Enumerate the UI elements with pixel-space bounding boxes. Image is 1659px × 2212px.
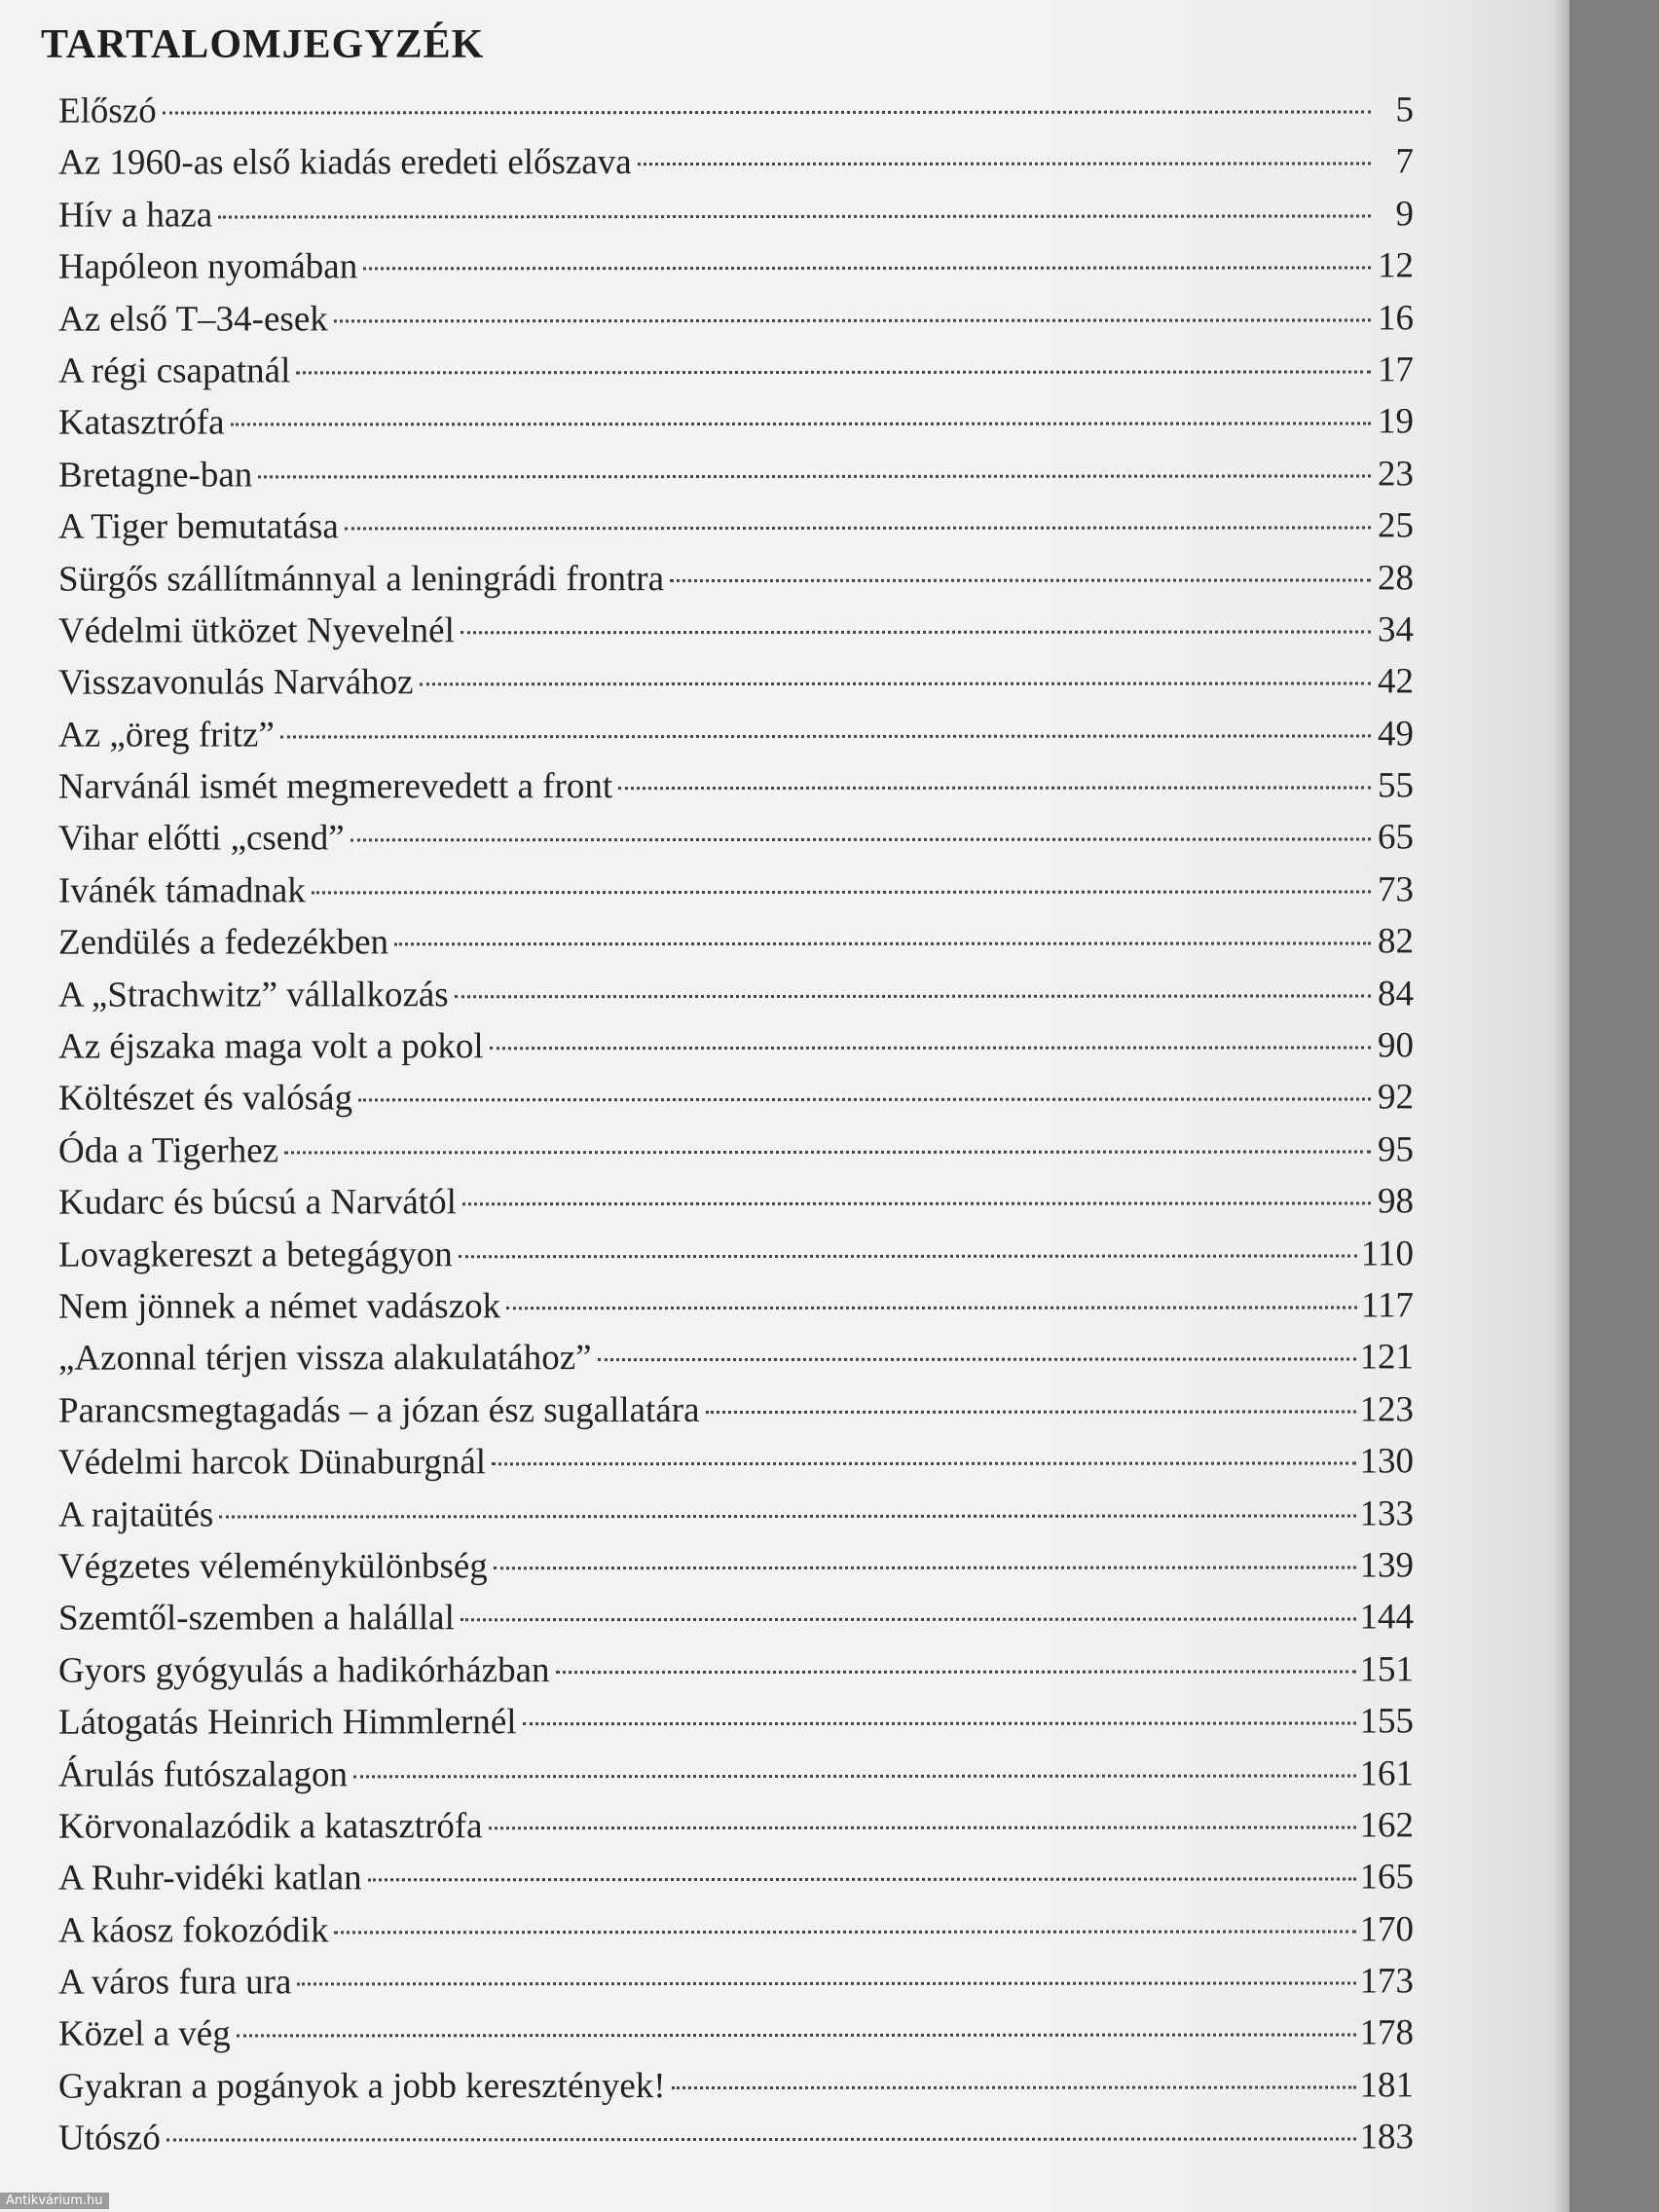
toc-entry-page-number: 151 [1359, 1649, 1415, 1690]
toc-entry-title: Katasztrófa [57, 402, 225, 443]
toc-entry-page-number: 34 [1377, 609, 1415, 650]
toc-entry-page-number: 183 [1359, 2117, 1415, 2157]
toc-entry-title: Az „öreg fritz” [57, 715, 275, 756]
toc-dot-leader [489, 1825, 1356, 1829]
toc-entry-page-number: 92 [1377, 1077, 1415, 1118]
toc-entry-page-number: 55 [1377, 765, 1415, 806]
toc-entry-page-number: 65 [1377, 817, 1415, 858]
toc-entry [58, 1284, 1414, 1338]
toc-entry [58, 1388, 1414, 1442]
toc-entry-title: Árulás futószalagon [57, 1753, 348, 1795]
toc-dot-leader [368, 1878, 1356, 1882]
toc-entry-page-number: 181 [1359, 2065, 1415, 2106]
toc-entry-page-number: 144 [1359, 1597, 1415, 1638]
toc-entry [58, 1597, 1414, 1650]
toc-dot-leader [363, 267, 1371, 271]
toc-entry-page-number: 173 [1359, 1961, 1415, 2002]
toc-entry [58, 1960, 1414, 2013]
toc-entry-title: A város fura ura [57, 1962, 292, 2003]
toc-dot-leader [638, 163, 1371, 166]
toc-entry [58, 1857, 1414, 1910]
toc-entry-page-number: 130 [1359, 1441, 1415, 1482]
toc-entry-page-number: 73 [1377, 869, 1415, 910]
toc-entry [58, 297, 1414, 350]
toc-entry-page-number: 155 [1359, 1701, 1415, 1742]
toc-dot-leader [284, 1150, 1371, 1154]
toc-entry [58, 2064, 1414, 2118]
toc-dot-leader [461, 1618, 1356, 1622]
toc-dot-leader [598, 1358, 1356, 1362]
toc-entry-title: Az első T–34-esek [57, 298, 328, 340]
toc-dot-leader [219, 1514, 1355, 1518]
toc-entry [58, 608, 1414, 662]
toc-entry-title: Körvonalazódik a katasztrófa [57, 1806, 483, 1847]
toc-entry [58, 193, 1414, 246]
toc-entry-title: A káosz fokozódik [57, 1910, 329, 1951]
toc-entry-title: Látogatás Heinrich Himmlernél [57, 1702, 517, 1743]
toc-entry-page-number: 170 [1359, 1909, 1415, 1950]
toc-entry [58, 1441, 1414, 1494]
toc-entry-page-number: 16 [1377, 297, 1415, 338]
toc-entry-page-number: 82 [1377, 921, 1415, 962]
toc-entry [58, 1233, 1414, 1286]
toc-entry-title: Gyakran a pogányok a jobb keresztények! [57, 2065, 666, 2107]
toc-entry-title: Védelmi harcok Dünaburgnál [57, 1442, 487, 1483]
toc-entry [58, 1337, 1414, 1390]
toc-dot-leader [420, 682, 1371, 686]
toc-dot-leader [297, 1982, 1355, 1986]
toc-entry-page-number: 117 [1360, 1285, 1415, 1326]
toc-entry-title: Költészet és valóság [57, 1078, 353, 1120]
toc-entry [58, 713, 1414, 766]
toc-entry-title: „Azonnal térjen vissza alakulatához” [57, 1338, 592, 1379]
toc-dot-leader [237, 2034, 1356, 2038]
toc-entry-title: Bretagne-ban [57, 455, 253, 496]
toc-entry [58, 1752, 1414, 1806]
toc-entry-page-number: 110 [1360, 1233, 1415, 1274]
toc-entry-title: Parancsmegtagadás – a józan ész sugallatára [57, 1389, 700, 1431]
toc-dot-leader [455, 994, 1371, 998]
toc-dot-leader [490, 1046, 1371, 1050]
toc-dot-leader [523, 1722, 1356, 1726]
toc-dot-leader [280, 734, 1371, 738]
toc-entry-title: Az 1960-as első kiadás eredeti előszava [57, 142, 632, 183]
toc-dot-leader [358, 1098, 1371, 1102]
toc-entry-page-number: 19 [1377, 401, 1415, 442]
toc-dot-leader [166, 2138, 1356, 2142]
toc-dot-leader [394, 942, 1371, 946]
page-edge-shadow [1554, 0, 1569, 2212]
toc-entry-page-number: 9 [1395, 194, 1415, 235]
toc-entry [58, 141, 1414, 195]
toc-entry-page-number: 123 [1359, 1389, 1415, 1430]
toc-entry-page-number: 178 [1359, 2012, 1415, 2053]
toc-entry [58, 2117, 1414, 2170]
toc-entry-title: Hív a haza [57, 195, 213, 236]
toc-entry-page-number: 165 [1359, 1857, 1415, 1898]
toc-entry-title: Óda a Tigerhez [57, 1130, 279, 1171]
toc-entry-page-number: 84 [1377, 974, 1415, 1014]
toc-dot-leader [163, 110, 1371, 114]
toc-dot-leader [334, 318, 1371, 322]
toc-entry [58, 2012, 1414, 2066]
toc-entry-title: Szemtől-szemben a halállal [57, 1598, 455, 1639]
toc-entry [58, 868, 1414, 922]
toc-dot-leader [670, 578, 1371, 582]
toc-entry-title: Lovagkereszt a betegágyon [57, 1234, 453, 1275]
toc-entry [58, 89, 1414, 142]
toc-entry [58, 1804, 1414, 1858]
toc-dot-leader [353, 1774, 1356, 1778]
toc-entry-page-number: 90 [1377, 1025, 1415, 1066]
toc-dot-leader [334, 1930, 1355, 1934]
toc-entry-title: Vihar előtti „csend” [57, 818, 345, 860]
toc-entry [58, 817, 1414, 870]
toc-entry [58, 1493, 1414, 1546]
toc-entry [58, 1908, 1414, 1962]
toc-dot-leader [494, 1566, 1356, 1569]
toc-entry-title: Kudarc és búcsú a Narvától [57, 1182, 457, 1223]
toc-entry-page-number: 17 [1377, 350, 1415, 390]
toc-entry-title: Előszó [57, 91, 157, 131]
toc-entry [58, 1648, 1414, 1702]
toc-entry [58, 1701, 1414, 1754]
toc-entry-title: Visszavonulás Narvához [57, 662, 414, 703]
toc-dot-leader [492, 1462, 1355, 1466]
toc-dot-leader [218, 214, 1371, 218]
toc-entry-title: Gyors gyógyulás a hadikórházban [57, 1649, 550, 1691]
toc-entry [58, 401, 1414, 455]
toc-entry [58, 1077, 1414, 1130]
table-of-contents [58, 90, 1414, 2169]
toc-dot-leader [461, 630, 1371, 634]
toc-entry [58, 1544, 1414, 1598]
toc-entry [58, 349, 1414, 402]
toc-entry-page-number: 28 [1377, 557, 1415, 598]
toc-entry-title: Narvánál ismét megmerevedett a front [57, 766, 613, 807]
toc-entry-title: A régi csapatnál [57, 350, 291, 391]
toc-entry-title: A rajtaütés [57, 1494, 214, 1535]
toc-entry-title: Utószó [57, 2118, 161, 2158]
toc-entry-title: Ivánék támadnak [57, 870, 306, 911]
toc-entry [58, 661, 1414, 715]
toc-dot-leader [506, 1306, 1357, 1309]
toc-dot-leader [258, 474, 1371, 478]
toc-entry-title: Végzetes véleménykülönbség [57, 1546, 488, 1587]
toc-entry-title: Hapóleon nyomában [57, 246, 358, 287]
toc-entry [58, 1024, 1414, 1078]
toc-entry-page-number: 42 [1377, 661, 1415, 702]
toc-entry [58, 764, 1414, 818]
toc-dot-leader [672, 2085, 1356, 2089]
toc-entry [58, 921, 1414, 975]
toc-entry-title: Zendülés a fedezékben [57, 922, 388, 963]
toc-dot-leader [618, 787, 1371, 791]
toc-dot-leader [706, 1410, 1356, 1414]
toc-dot-leader [459, 1254, 1357, 1258]
toc-entry-title: Az éjszaka maga volt a pokol [57, 1026, 484, 1067]
toc-entry-title: Védelmi ütközet Nyevelnél [57, 610, 455, 651]
toc-entry-page-number: 139 [1359, 1545, 1415, 1586]
toc-dot-leader [350, 838, 1371, 842]
toc-entry [58, 1181, 1414, 1235]
toc-entry [58, 245, 1414, 299]
toc-entry [58, 453, 1414, 506]
toc-entry-page-number: 7 [1395, 141, 1415, 182]
toc-entry-title: A „Strachwitz” vállalkozás [57, 974, 449, 1015]
toc-entry-page-number: 121 [1359, 1337, 1415, 1378]
toc-entry-page-number: 161 [1359, 1752, 1415, 1793]
toc-entry-title: Közel a vég [57, 2013, 231, 2055]
toc-dot-leader [296, 370, 1371, 374]
toc-entry-page-number: 162 [1359, 1805, 1415, 1846]
toc-entry-page-number: 5 [1395, 90, 1415, 130]
toc-dot-leader [345, 527, 1371, 531]
toc-entry-page-number: 133 [1359, 1493, 1415, 1533]
toc-entry-page-number: 23 [1377, 454, 1415, 495]
toc-entry [58, 505, 1414, 559]
toc-entry-title: A Ruhr-vidéki katlan [57, 1858, 362, 1899]
toc-dot-leader [556, 1670, 1356, 1674]
toc-entry-page-number: 25 [1377, 505, 1415, 546]
toc-entry [58, 973, 1414, 1026]
toc-entry-page-number: 12 [1377, 245, 1415, 286]
toc-entry-title: Sürgős szállítmánnyal a leningrádi frontra [57, 558, 665, 600]
page-title: TARTALOMJEGYZÉK [41, 22, 485, 67]
toc-dot-leader [231, 423, 1371, 426]
toc-dot-leader [462, 1202, 1371, 1206]
toc-dot-leader [312, 890, 1371, 894]
toc-entry-page-number: 49 [1377, 714, 1415, 755]
watermark: Antikvárium.hu [0, 2193, 109, 2209]
toc-entry-page-number: 95 [1377, 1129, 1415, 1170]
toc-entry-page-number: 98 [1377, 1181, 1415, 1222]
toc-entry [58, 557, 1414, 610]
toc-entry-title: Nem jönnek a német vadászok [57, 1286, 501, 1327]
toc-entry [58, 1128, 1414, 1182]
toc-entry-title: A Tiger bemutatása [57, 506, 339, 547]
